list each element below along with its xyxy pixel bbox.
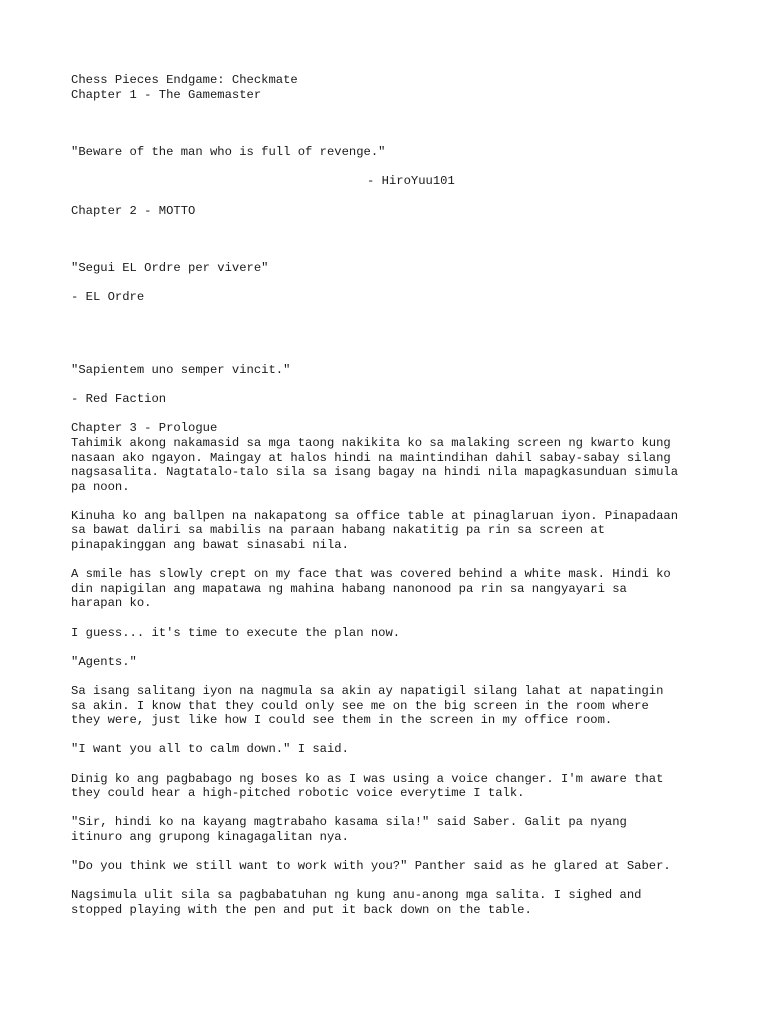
paragraph-1 — [71, 436, 711, 494]
paragraph-line: Kinuha ko ang ballpen na nakapatong sa office table at pinaglaruan iyon. Pinapadaan — [71, 508, 679, 523]
paragraph-line: they were, just like how I could see them in the screen in my office room. — [71, 713, 613, 728]
chapter-3-heading: Chapter 3 - Prologue — [71, 421, 218, 436]
paragraph-line: sa bawat daliri sa mabilis na paraan habang nakatitig pa rin sa screen at — [71, 523, 605, 538]
paragraph-line: nasaan ako ngayon. Maingay at halos hindi na maintindihan dahil sabay-sabay silang — [71, 450, 671, 465]
paragraph-5 — [71, 655, 711, 670]
quote-2: "Segui EL Ordre per vivere" — [71, 261, 269, 276]
paragraph-6 — [71, 684, 711, 728]
paragraph-line: pa noon. — [71, 479, 130, 494]
paragraph-10 — [71, 859, 711, 874]
paragraph-line: sa akin. I know that they could only see me on the big screen in the room where — [71, 698, 649, 713]
paragraph-line: nagsasalita. Nagtatalo-talo sila sa isang bagay na hindi nila mapagkasunduan simula — [71, 465, 679, 480]
chapter-2-heading: Chapter 2 - MOTTO — [71, 203, 196, 218]
paragraph-line: itinuro ang grupong kinagagalitan nya. — [71, 829, 349, 844]
document-page — [71, 73, 711, 918]
paragraph-4 — [71, 626, 711, 641]
chapter-1-heading: Chapter 1 - The Gamemaster — [71, 87, 262, 102]
paragraph-line: pinapakinggan ang bawat sinasabi nila. — [71, 538, 349, 553]
paragraph-line: A smile has slowly crept on my face that was covered behind a white mask. Hindi ko — [71, 567, 671, 582]
paragraph-2 — [71, 509, 711, 553]
paragraph-line: "Agents." — [71, 654, 137, 669]
paragraph-line: "Do you think we still want to work with you?" Panther said as he glared at Saber. — [71, 859, 671, 874]
quote-1: "Beware of the man who is full of revenge." — [71, 145, 386, 160]
quote-1-attribution: - HiroYuu101 — [367, 174, 455, 189]
paragraph-line: "I want you all to calm down." I said. — [71, 742, 349, 757]
paragraph-line: harapan ko. — [71, 596, 152, 611]
paragraph-line: din napigilan ang mapatawa ng mahina habang nanonood pa rin sa nangyayari sa — [71, 581, 627, 596]
paragraph-line: Tahimik akong nakamasid sa mga taong nakikita ko sa malaking screen ng kwarto kung — [71, 435, 671, 450]
quote-2-attribution: - EL Ordre — [71, 290, 145, 305]
paragraph-line: stopped playing with the pen and put it back down on the table. — [71, 902, 532, 917]
paragraph-line: Sa isang salitang iyon na nagmula sa akin ay napatigil silang lahat at napatingin — [71, 684, 664, 698]
paragraph-line: I guess... it's time to execute the plan now. — [71, 625, 401, 640]
document-title: Chess Pieces Endgame: Checkmate — [71, 73, 298, 87]
paragraph-line: Nagsimula ulit sila sa pagbabatuhan ng kung anu-anong mga salita. I sighed and — [71, 888, 642, 903]
paragraph-line: "Sir, hindi ko na kayang magtrabaho kasama sila!" said Saber. Galit pa nyang — [71, 815, 627, 830]
paragraph-8 — [71, 772, 711, 801]
paragraph-line: they could hear a high-pitched robotic voice everytime I talk. — [71, 786, 525, 801]
paragraph-3 — [71, 567, 711, 611]
quote-3-attribution: - Red Faction — [71, 392, 167, 407]
paragraph-11 — [71, 888, 711, 917]
paragraph-line: Dinig ko ang pagbabago ng boses ko as I was using a voice changer. I'm aware that — [71, 771, 664, 786]
paragraph-7 — [71, 742, 711, 757]
paragraph-9 — [71, 815, 711, 844]
quote-3: "Sapientem uno semper vincit." — [71, 362, 291, 377]
